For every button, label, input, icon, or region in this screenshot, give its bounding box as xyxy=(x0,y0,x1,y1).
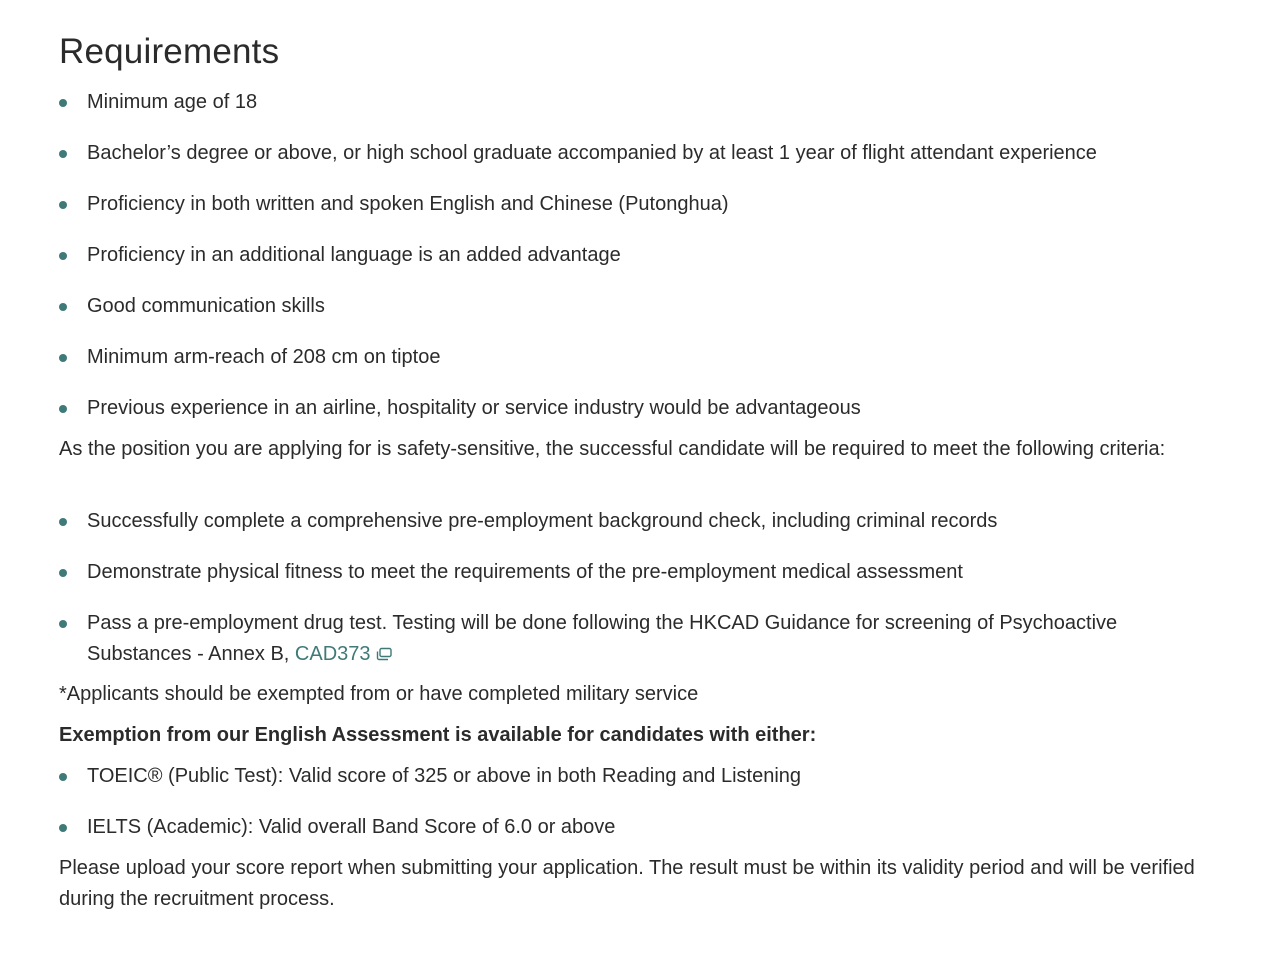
bullet-icon xyxy=(59,354,67,362)
list-item-text: Good communication skills xyxy=(87,295,325,317)
external-link-icon[interactable] xyxy=(375,647,393,661)
list-item xyxy=(59,506,1219,537)
bullet-icon xyxy=(59,201,67,209)
bullet-icon xyxy=(59,99,67,107)
list-item xyxy=(59,138,1219,169)
requirements-list-container xyxy=(59,87,1219,424)
military-note-container xyxy=(59,679,1219,710)
page-title: Requirements xyxy=(59,32,280,71)
exemption-heading: Exemption from our English Assessment is available for candidates with either: xyxy=(59,724,817,746)
list-item-text: Previous experience in an airline, hospitality or service industry would be advantageous xyxy=(87,397,861,419)
drug-test-text: Pass a pre-employment drug test. Testing will be done following the HKCAD Guidance for screening of Psychoactive Substances - Annex B, xyxy=(87,612,1118,665)
exemptions-list xyxy=(59,761,1219,843)
bullet-icon xyxy=(59,824,67,832)
upload-note: Please upload your score report when submitting your application. The result must be within its validity period and will be verified during the recruitment process. xyxy=(59,857,1195,910)
cad373-link[interactable] xyxy=(295,643,393,665)
list-item-text: Bachelor’s degree or above, or high school graduate accompanied by at least 1 year of flight attendant experience xyxy=(87,142,1097,164)
list-item xyxy=(59,189,1219,220)
bullet-icon xyxy=(59,518,67,526)
bullet-icon xyxy=(59,303,67,311)
bullet-icon xyxy=(59,620,67,628)
list-item xyxy=(59,812,1219,843)
list-item-text: TOEIC® (Public Test): Valid score of 325 or above in both Reading and Listening xyxy=(87,765,802,787)
list-item-text: Demonstrate physical fitness to meet the requirements of the pre-employment medical assessment xyxy=(87,561,963,583)
criteria-list xyxy=(59,506,1219,670)
exemption-heading-container xyxy=(59,720,1219,751)
bullet-icon xyxy=(59,252,67,260)
military-note: *Applicants should be exempted from or have completed military service xyxy=(59,683,699,705)
list-item xyxy=(59,557,1219,588)
list-item-text: IELTS (Academic): Valid overall Band Score of 6.0 or above xyxy=(87,816,616,838)
list-item-text: Minimum age of 18 xyxy=(87,91,258,113)
list-item xyxy=(59,87,1219,118)
safety-intro-container xyxy=(59,434,1219,465)
bullet-icon xyxy=(59,773,67,781)
list-item xyxy=(59,761,1219,792)
upload-note-container xyxy=(59,853,1219,915)
bullet-icon xyxy=(59,405,67,413)
safety-intro: As the position you are applying for is safety-sensitive, the successful candidate will be required to meet the following criteria: xyxy=(59,438,1166,460)
bullet-icon xyxy=(59,569,67,577)
exemptions-list-container xyxy=(59,761,1219,843)
list-item xyxy=(59,393,1219,424)
criteria-list-container xyxy=(59,506,1219,670)
list-item xyxy=(59,240,1219,271)
requirements-list xyxy=(59,87,1219,424)
list-item-text: Proficiency in both written and spoken English and Chinese (Putonghua) xyxy=(87,193,729,215)
list-item xyxy=(59,291,1219,322)
list-item-text: Successfully complete a comprehensive pre-employment background check, including criminal records xyxy=(87,510,998,532)
list-item-text: Minimum arm-reach of 208 cm on tiptoe xyxy=(87,346,441,368)
bullet-icon xyxy=(59,150,67,158)
cad373-link-label[interactable]: CAD373 xyxy=(294,643,371,665)
list-item xyxy=(59,342,1219,373)
list-item-text: Proficiency in an additional language is an added advantage xyxy=(87,244,621,266)
list-item xyxy=(59,608,1219,670)
